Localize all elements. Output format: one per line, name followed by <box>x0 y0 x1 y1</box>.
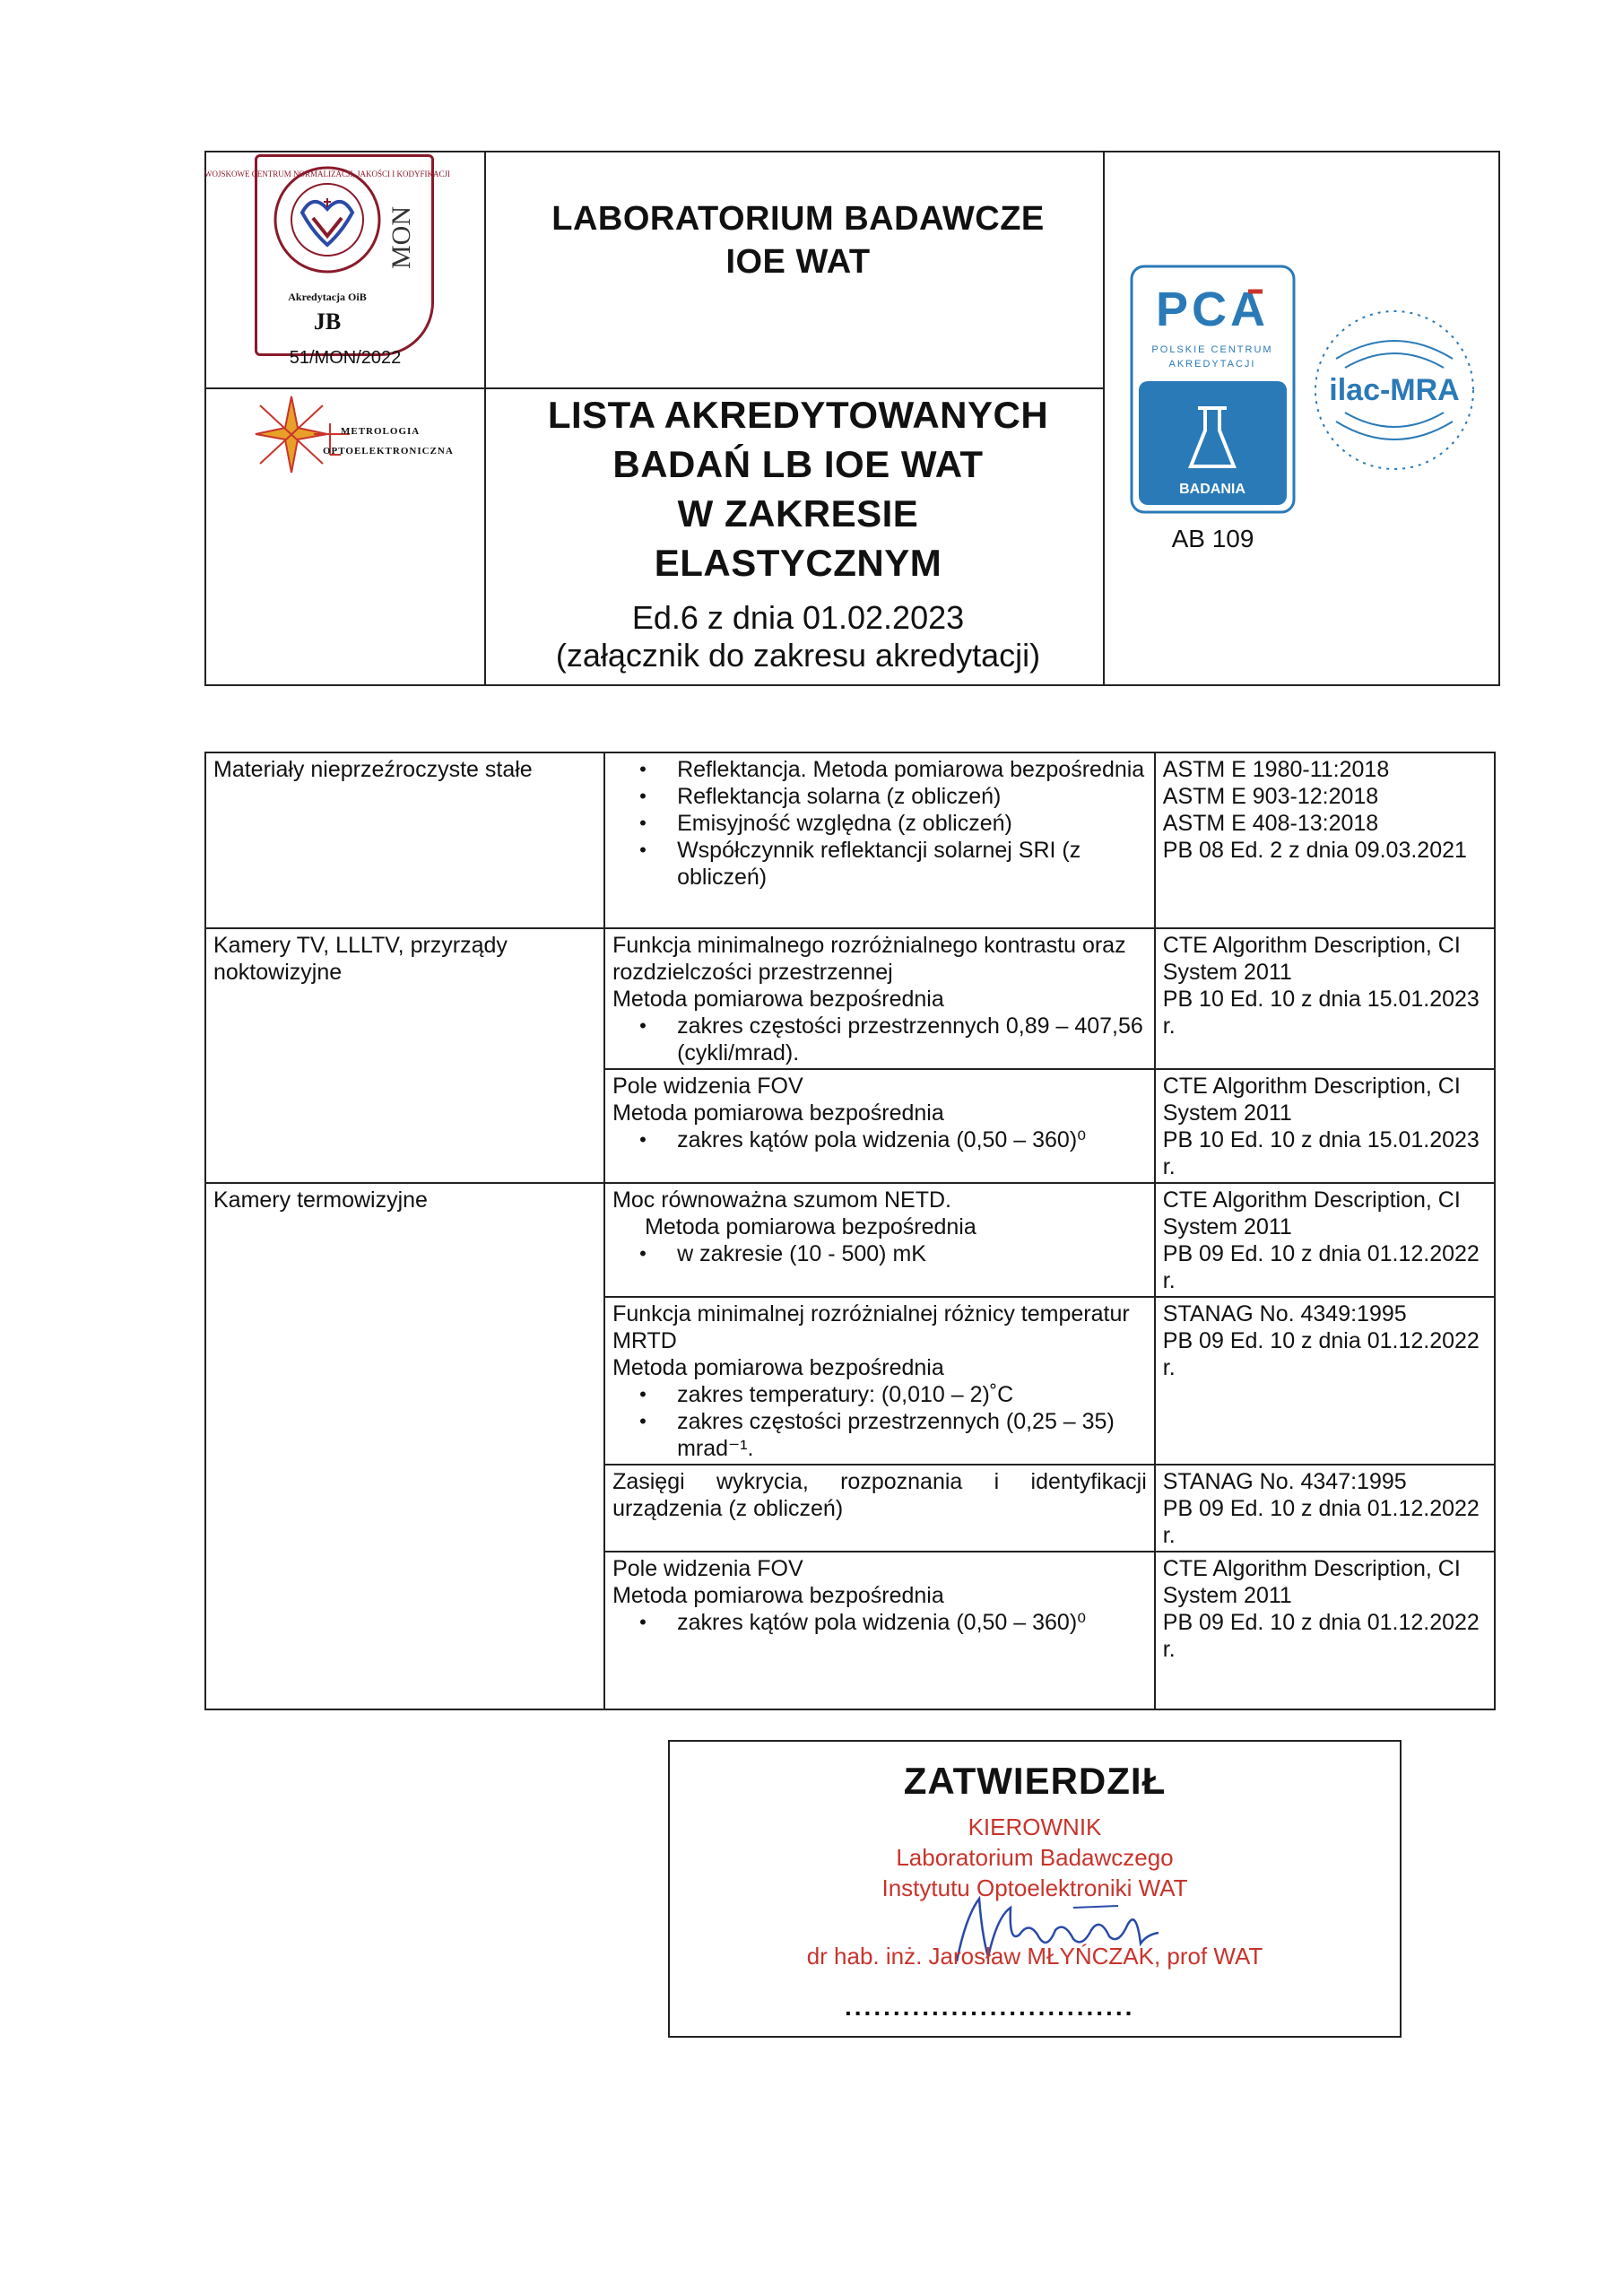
list-item: • Współczynnik reflektancji solarnej SRI (z obliczeń) <box>612 837 1147 891</box>
description-cell <box>604 1297 1155 1465</box>
standard-line: PB 10 Ed. 10 z dnia 15.01.2023 r. <box>1162 987 1480 1039</box>
standard-line: CTE Algorithm Description, CI System 2011 <box>1162 1187 1461 1239</box>
svg-text:AKREDYTACJI: AKREDYTACJI <box>1168 359 1256 370</box>
standard-line: ASTM E 1980-11:2018 <box>1162 757 1390 782</box>
accredited-tests-table <box>204 752 1496 1710</box>
standard-line: PB 08 Ed. 2 z dnia 09.03.2021 <box>1162 838 1467 863</box>
standard-line: PB 09 Ed. 10 z dnia 01.12.2022 r. <box>1162 1496 1480 1548</box>
table-row <box>205 1183 1495 1297</box>
category-cell: Kamery termowizyjne <box>205 1183 604 1709</box>
description-line: Funkcja minimalnej rozróżnialnej różnicy temperatur MRTD <box>612 1301 1130 1353</box>
standard-cell <box>1155 1552 1495 1709</box>
svg-text:BADANIA: BADANIA <box>1179 482 1245 497</box>
ilac-mra-logo <box>1309 305 1480 475</box>
standard-cell <box>1155 1183 1495 1297</box>
standard-line: CTE Algorithm Description, CI System 2011 <box>1162 1074 1461 1126</box>
mon-accreditation-logo <box>204 154 450 356</box>
description-line: Metoda pomiarowa bezpośrednia <box>612 1100 944 1126</box>
description-line: Metoda pomiarowa bezpośrednia <box>612 1355 944 1380</box>
standard-line: PB 09 Ed. 10 z dnia 01.12.2022 r. <box>1162 1241 1480 1293</box>
mon-accreditation-code: 51/MON/2022 <box>289 348 402 368</box>
standard-cell <box>1155 1297 1495 1465</box>
category-cell: Materiały nieprzeźroczyste stałe <box>205 752 604 928</box>
approval-title: ZATWIERDZIŁ <box>903 1760 1167 1802</box>
pca-logo <box>1130 265 1296 514</box>
description-line: Metoda pomiarowa bezpośrednia <box>645 1214 976 1239</box>
metrology-logo-text-1: METROLOGIA <box>341 426 421 437</box>
description-line: Metoda pomiarowa bezpośrednia <box>612 987 944 1012</box>
list-item: • zakres kątów pola widzenia (0,50 – 360)⁰ <box>612 1126 1147 1153</box>
standard-cell <box>1155 928 1495 1069</box>
description-line: Moc równoważna szumom NETD. <box>612 1187 951 1213</box>
standard-cell <box>1155 1465 1495 1552</box>
category-cell: Kamery TV, LLLTV, przyrządy noktowizyjne <box>205 928 604 1183</box>
standard-line: CTE Algorithm Description, CI System 2011 <box>1162 933 1461 985</box>
standard-cell <box>1155 1069 1495 1183</box>
description-cell: Zasięgi wykrycia, rozpoznania i identyfikacji urządzenia (z obliczeń) <box>604 1465 1155 1552</box>
svg-text:MON: MON <box>386 205 416 270</box>
standard-cell <box>1155 752 1495 928</box>
description-cell <box>604 1183 1155 1297</box>
metrology-logo-text-2: OPTOELEKTRONICZNA <box>323 446 454 457</box>
svg-text:Akredytacja OiB: Akredytacja OiB <box>288 291 367 303</box>
table-row <box>205 752 1495 928</box>
document-title: LISTA AKREDYTOWANYCH BADAŃ LB IOE WAT W ZAKRESIE ELASTYCZNYM <box>547 394 1049 584</box>
list-item: • zakres częstości przestrzennych (0,25 – 35) mrad⁻¹. <box>612 1408 1147 1462</box>
list-item: • zakres częstości przestrzennych 0,89 – 407,56 (cykli/mrad). <box>612 1013 1147 1066</box>
standard-line: STANAG No. 4347:1995 <box>1162 1469 1407 1494</box>
description-line: Pole widzenia FOV <box>612 1074 803 1099</box>
standard-line: PB 09 Ed. 10 z dnia 01.12.2022 r. <box>1162 1610 1480 1662</box>
approval-unit: Laboratorium Badawczego <box>896 1844 1174 1871</box>
list-item: • zakres kątów pola widzenia (0,50 – 360)⁰ <box>612 1609 1147 1636</box>
document-edition: Ed.6 z dnia 01.02.2023 (załącznik do zakresu akredytacji) <box>555 599 1041 674</box>
table-row <box>205 928 1495 1069</box>
laboratory-title: LABORATORIUM BADAWCZE IOE WAT <box>551 200 1045 281</box>
svg-text:POLSKIE CENTRUM: POLSKIE CENTRUM <box>1151 344 1273 355</box>
approval-institute: Instytutu Optoelektroniki WAT <box>881 1874 1188 1901</box>
svg-text:PCA: PCA <box>1155 283 1270 336</box>
approval-signer: dr hab. inż. Jarosław MŁYŃCZAK, prof WAT <box>806 1943 1263 1970</box>
description-line: Funkcja minimalnego rozróżnialnego kontrastu oraz rozdzielczości przestrzennej <box>612 933 1126 985</box>
description-cell <box>604 928 1155 1069</box>
description-line: Metoda pomiarowa bezpośrednia <box>612 1583 944 1608</box>
svg-text:ilac-MRA: ilac-MRA <box>1329 373 1460 407</box>
standard-line: STANAG No. 4349:1995 <box>1162 1301 1407 1326</box>
standard-line: CTE Algorithm Description, CI System 2011 <box>1162 1556 1461 1608</box>
standard-line: PB 10 Ed. 10 z dnia 15.01.2023 r. <box>1162 1127 1480 1179</box>
svg-text:WOJSKOWE CENTRUM NORMALIZACJI,: WOJSKOWE CENTRUM NORMALIZACJI, JAKOŚCI I KODYFIKACJI <box>204 170 450 178</box>
standard-line: PB 09 Ed. 10 z dnia 01.12.2022 r. <box>1162 1328 1480 1380</box>
standard-line: ASTM E 408-13:2018 <box>1162 811 1379 836</box>
list-item: • Reflektancja. Metoda pomiarowa bezpośrednia <box>612 756 1147 783</box>
list-item: • Reflektancja solarna (z obliczeń) <box>612 783 1147 810</box>
accreditation-number: AB 109 <box>1171 525 1254 552</box>
description-cell <box>604 1069 1155 1183</box>
description-cell <box>604 1552 1155 1709</box>
list-item: • w zakresie (10 - 500) mK <box>612 1240 1147 1267</box>
description-cell <box>604 752 1155 928</box>
document-header <box>204 151 1500 686</box>
signature-line: .............................. <box>845 1993 1135 2021</box>
metrology-logo <box>224 387 484 486</box>
list-item: • zakres temperatury: (0,010 – 2)˚C <box>612 1381 1147 1408</box>
approval-box <box>668 1740 1402 2038</box>
approval-role: KIEROWNIK <box>968 1813 1102 1840</box>
standard-line: ASTM E 903-12:2018 <box>1162 784 1379 809</box>
svg-text:JB: JB <box>313 309 342 335</box>
list-item: • Emisyjność względna (z obliczeń) <box>612 810 1147 837</box>
description-line: Pole widzenia FOV <box>612 1556 803 1581</box>
